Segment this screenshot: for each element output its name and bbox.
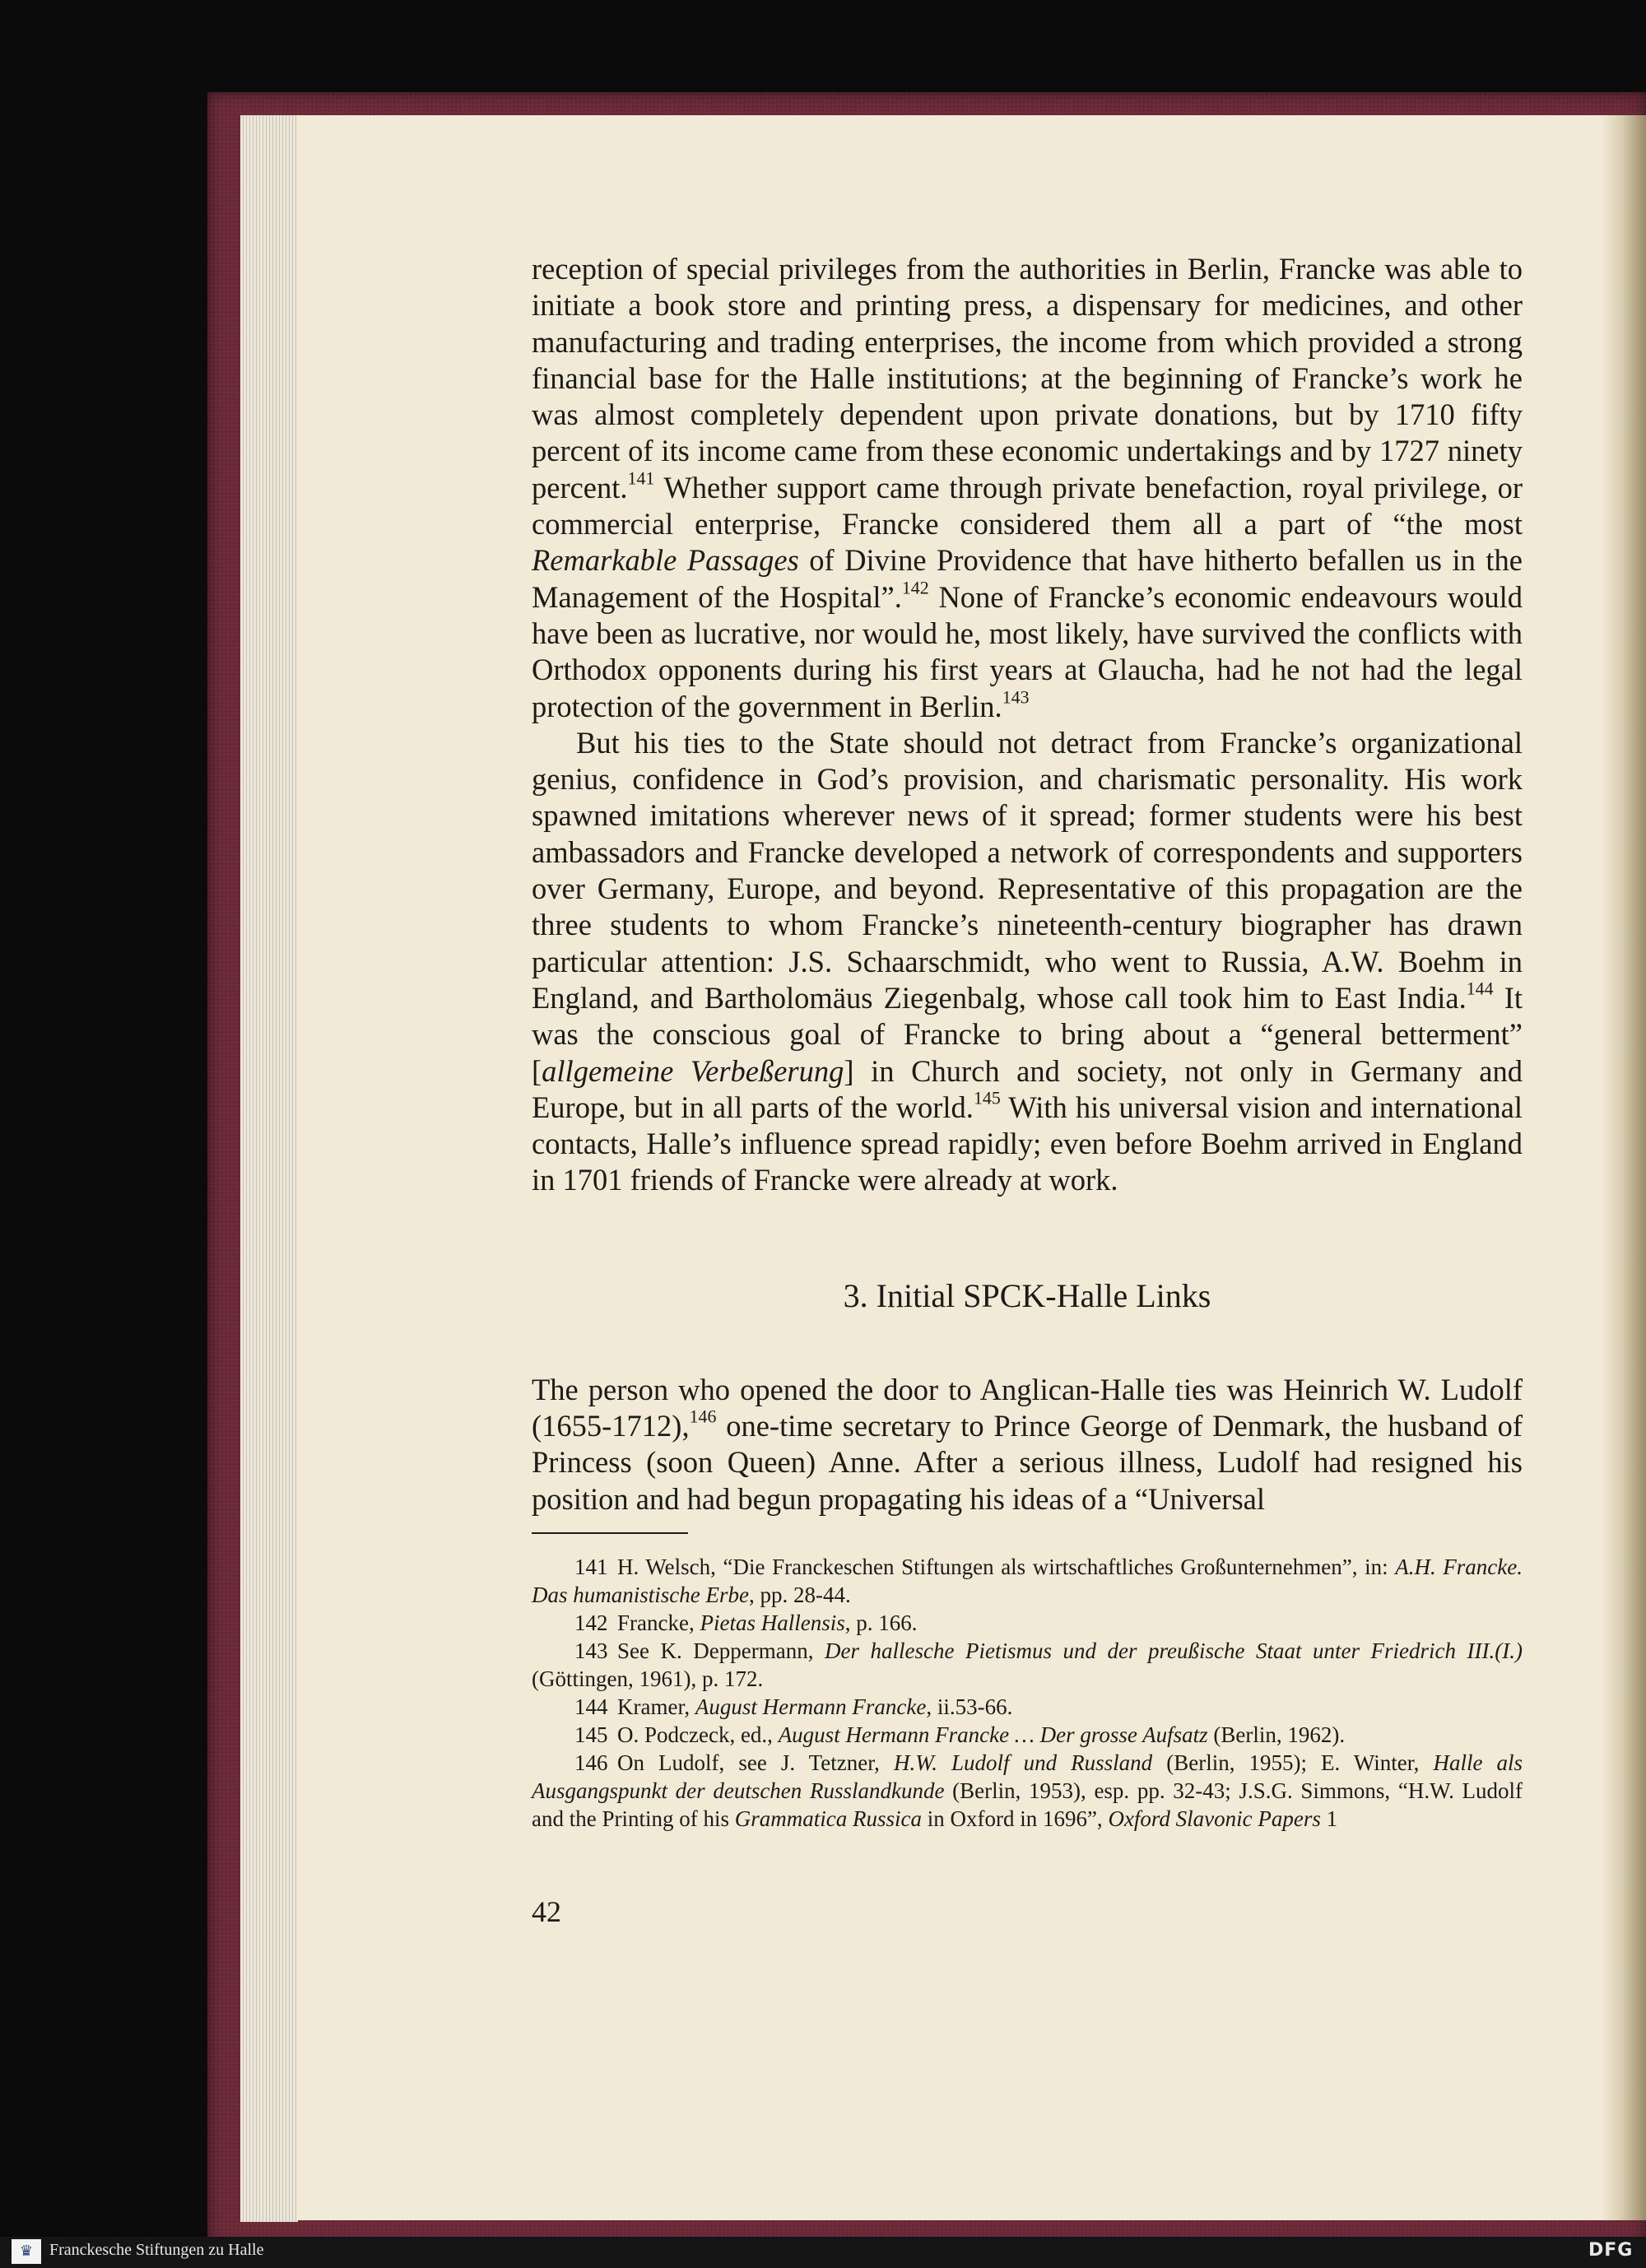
footnote-text: [532, 1638, 1523, 1691]
text-run: See K. Deppermann,: [617, 1638, 825, 1663]
institution-label[interactable]: Franckesche Stiftungen zu Halle: [49, 2241, 264, 2259]
footnote-reference: 145: [973, 1087, 1001, 1108]
text-run: On Ludolf, see J. Tetzner,: [617, 1750, 894, 1775]
page-number: 42: [532, 1895, 561, 1928]
page-edges: [240, 115, 298, 2222]
text-run: (Berlin, 1953), esp. pp. 32-43; J.S.G. Simmons, “H.W. Ludolf and the Printing of his: [532, 1778, 1523, 1831]
footnote-number: 145: [574, 1722, 608, 1747]
footnotes: [532, 1553, 1523, 1833]
text-run: Kramer,: [617, 1694, 695, 1719]
footnote-text: [532, 1750, 1523, 1831]
body-text: [532, 251, 1523, 1517]
text-run: The person who opened the door to Anglican-Halle ties was Heinrich W. Ludolf (1655-1712),: [532, 1372, 1523, 1443]
footnote-rule: [532, 1532, 688, 1534]
italic-run: Pietas Hallensis: [700, 1610, 845, 1635]
footnote-text: [532, 1555, 1523, 1607]
text-run: in Oxford in 1696”,: [921, 1806, 1109, 1831]
text-run: O. Podczeck, ed.,: [617, 1722, 779, 1747]
italic-run: Remarkable Passages: [532, 543, 799, 578]
italic-run: A.H. Francke. Das humanistische Erbe: [532, 1555, 1523, 1607]
italic-run: August Hermann Francke: [695, 1694, 927, 1719]
footnote-reference: 144: [1466, 978, 1494, 999]
text-run: (Berlin, 1962).: [1207, 1722, 1346, 1747]
body-paragraph: [532, 725, 1523, 1199]
text-run: of Divine Providence that have hitherto befallen us in the Management of the Hospital”.: [532, 543, 1523, 614]
text-run: Francke,: [617, 1610, 700, 1635]
text-run: H. Welsch, “Die Franckeschen Stiftungen als wirtschaftliches Großunternehmen”, in:: [617, 1555, 1396, 1579]
text-run: , p. 166.: [844, 1610, 918, 1635]
footnote-reference: 141: [627, 467, 655, 489]
section-heading: 3. Initial SPCK-Halle Links: [843, 1276, 1211, 1314]
italic-run: allgemeine Verbeßerung: [542, 1053, 844, 1088]
footnote: [532, 1609, 1523, 1637]
footnote-text: [617, 1722, 1345, 1747]
text-run: one-time secretary to Prince George of Denmark, the husband of Princess (soon Queen) Anne. After a serious illness, Ludolf had resigned his position and had begun propagating his ideas of a “Universal: [532, 1409, 1523, 1516]
footnote-number: 146: [574, 1750, 608, 1775]
text-run: , ii.53-66.: [926, 1694, 1013, 1719]
italic-run: H.W. Ludolf und Russland: [893, 1750, 1153, 1775]
text-run: (Göttingen, 1961), p. 172.: [532, 1666, 764, 1691]
footnote-reference: 146: [689, 1406, 717, 1427]
footnote: [532, 1721, 1523, 1749]
footnote: [532, 1637, 1523, 1693]
body-paragraph: [532, 1372, 1523, 1517]
italic-run: Der hallesche Pietismus und der preußische Staat unter Friedrich III.(I.): [824, 1638, 1523, 1663]
footnote-number: 142: [574, 1610, 608, 1635]
text-run: Whether support came through private benefaction, royal privilege, or commercial enterprise, Francke considered them all a part of “the most: [532, 470, 1523, 541]
italic-run: Grammatica Russica: [734, 1806, 922, 1831]
footnote-text: [617, 1694, 1012, 1719]
footnote-number: 144: [574, 1694, 608, 1719]
italic-run: August Hermann Francke … Der grosse Aufsatz: [778, 1722, 1208, 1747]
footnote: [532, 1693, 1523, 1721]
footnote-reference: 142: [901, 577, 929, 598]
text-run: reception of special privileges from the authorities in Berlin, Francke was able to initiate a book store and printing press, a dispensary for medicines, and other manufacturing and trading enterprises, the income from which provided a strong financial base for the Halle institutions; at the beginning of Francke’s work he was almost completely dependent upon private donations, but by 1710 fifty percent of its income came from these economic undertakings and by 1727 ninety percent.: [532, 252, 1523, 504]
text-run: , pp. 28-44.: [748, 1582, 851, 1607]
text-run: (Berlin, 1955); E. Winter,: [1152, 1750, 1434, 1775]
page-gutter: [1601, 115, 1646, 2220]
italic-run: Oxford Slavonic Papers: [1108, 1806, 1321, 1831]
footnote-text: [617, 1610, 917, 1635]
text-run: But his ties to the State should not detract from Francke’s organizational genius, confidence in God’s provision, and charismatic personality. His work spawned imitations wherever news of it spread; former students were his best ambassadors and Francke developed a network of correspondents and supporters over Germany, Europe, and beyond. Representative of this propagation are the three students to whom Francke’s nineteenth-century biographer has drawn particular attention: J.S. Schaarschmidt, who went to Russia, A.W. Boehm in England, and Bartholomäus Ziegenbalg, whose call took him to East India.: [532, 725, 1523, 1015]
footnote: [532, 1749, 1523, 1833]
italic-run: Halle als Ausgangspunkt der deutschen Russlandkunde: [532, 1750, 1523, 1803]
footnote-number: 141: [574, 1555, 608, 1579]
footnote-number: 143: [574, 1638, 608, 1663]
body-paragraph: [532, 251, 1523, 725]
text-run: ] in Church and society, not only in Germany and Europe, but in all parts of the world.: [532, 1053, 1523, 1124]
text-run: With his universal vision and international contacts, Halle’s influence spread rapidly; even before Boehm arrived in England in 1701 friends of Francke were already at work.: [532, 1090, 1523, 1197]
text-run: It was the conscious goal of Francke to bring about a “general betterment” [: [532, 980, 1523, 1088]
dfg-label[interactable]: DFG: [1588, 2240, 1634, 2261]
footnote-reference: 143: [1002, 686, 1030, 708]
franckesche-stiftungen-logo-icon[interactable]: ♛: [12, 2239, 41, 2264]
text-run: 1: [1320, 1806, 1338, 1831]
footnote: [532, 1553, 1523, 1609]
text-run: None of Francke’s economic endeavours would have been as lucrative, nor would he, most likely, have survived the conflicts with Orthodox opponents during his first years at Glaucha, had he not had the legal protection of the government in Berlin.: [532, 579, 1523, 723]
